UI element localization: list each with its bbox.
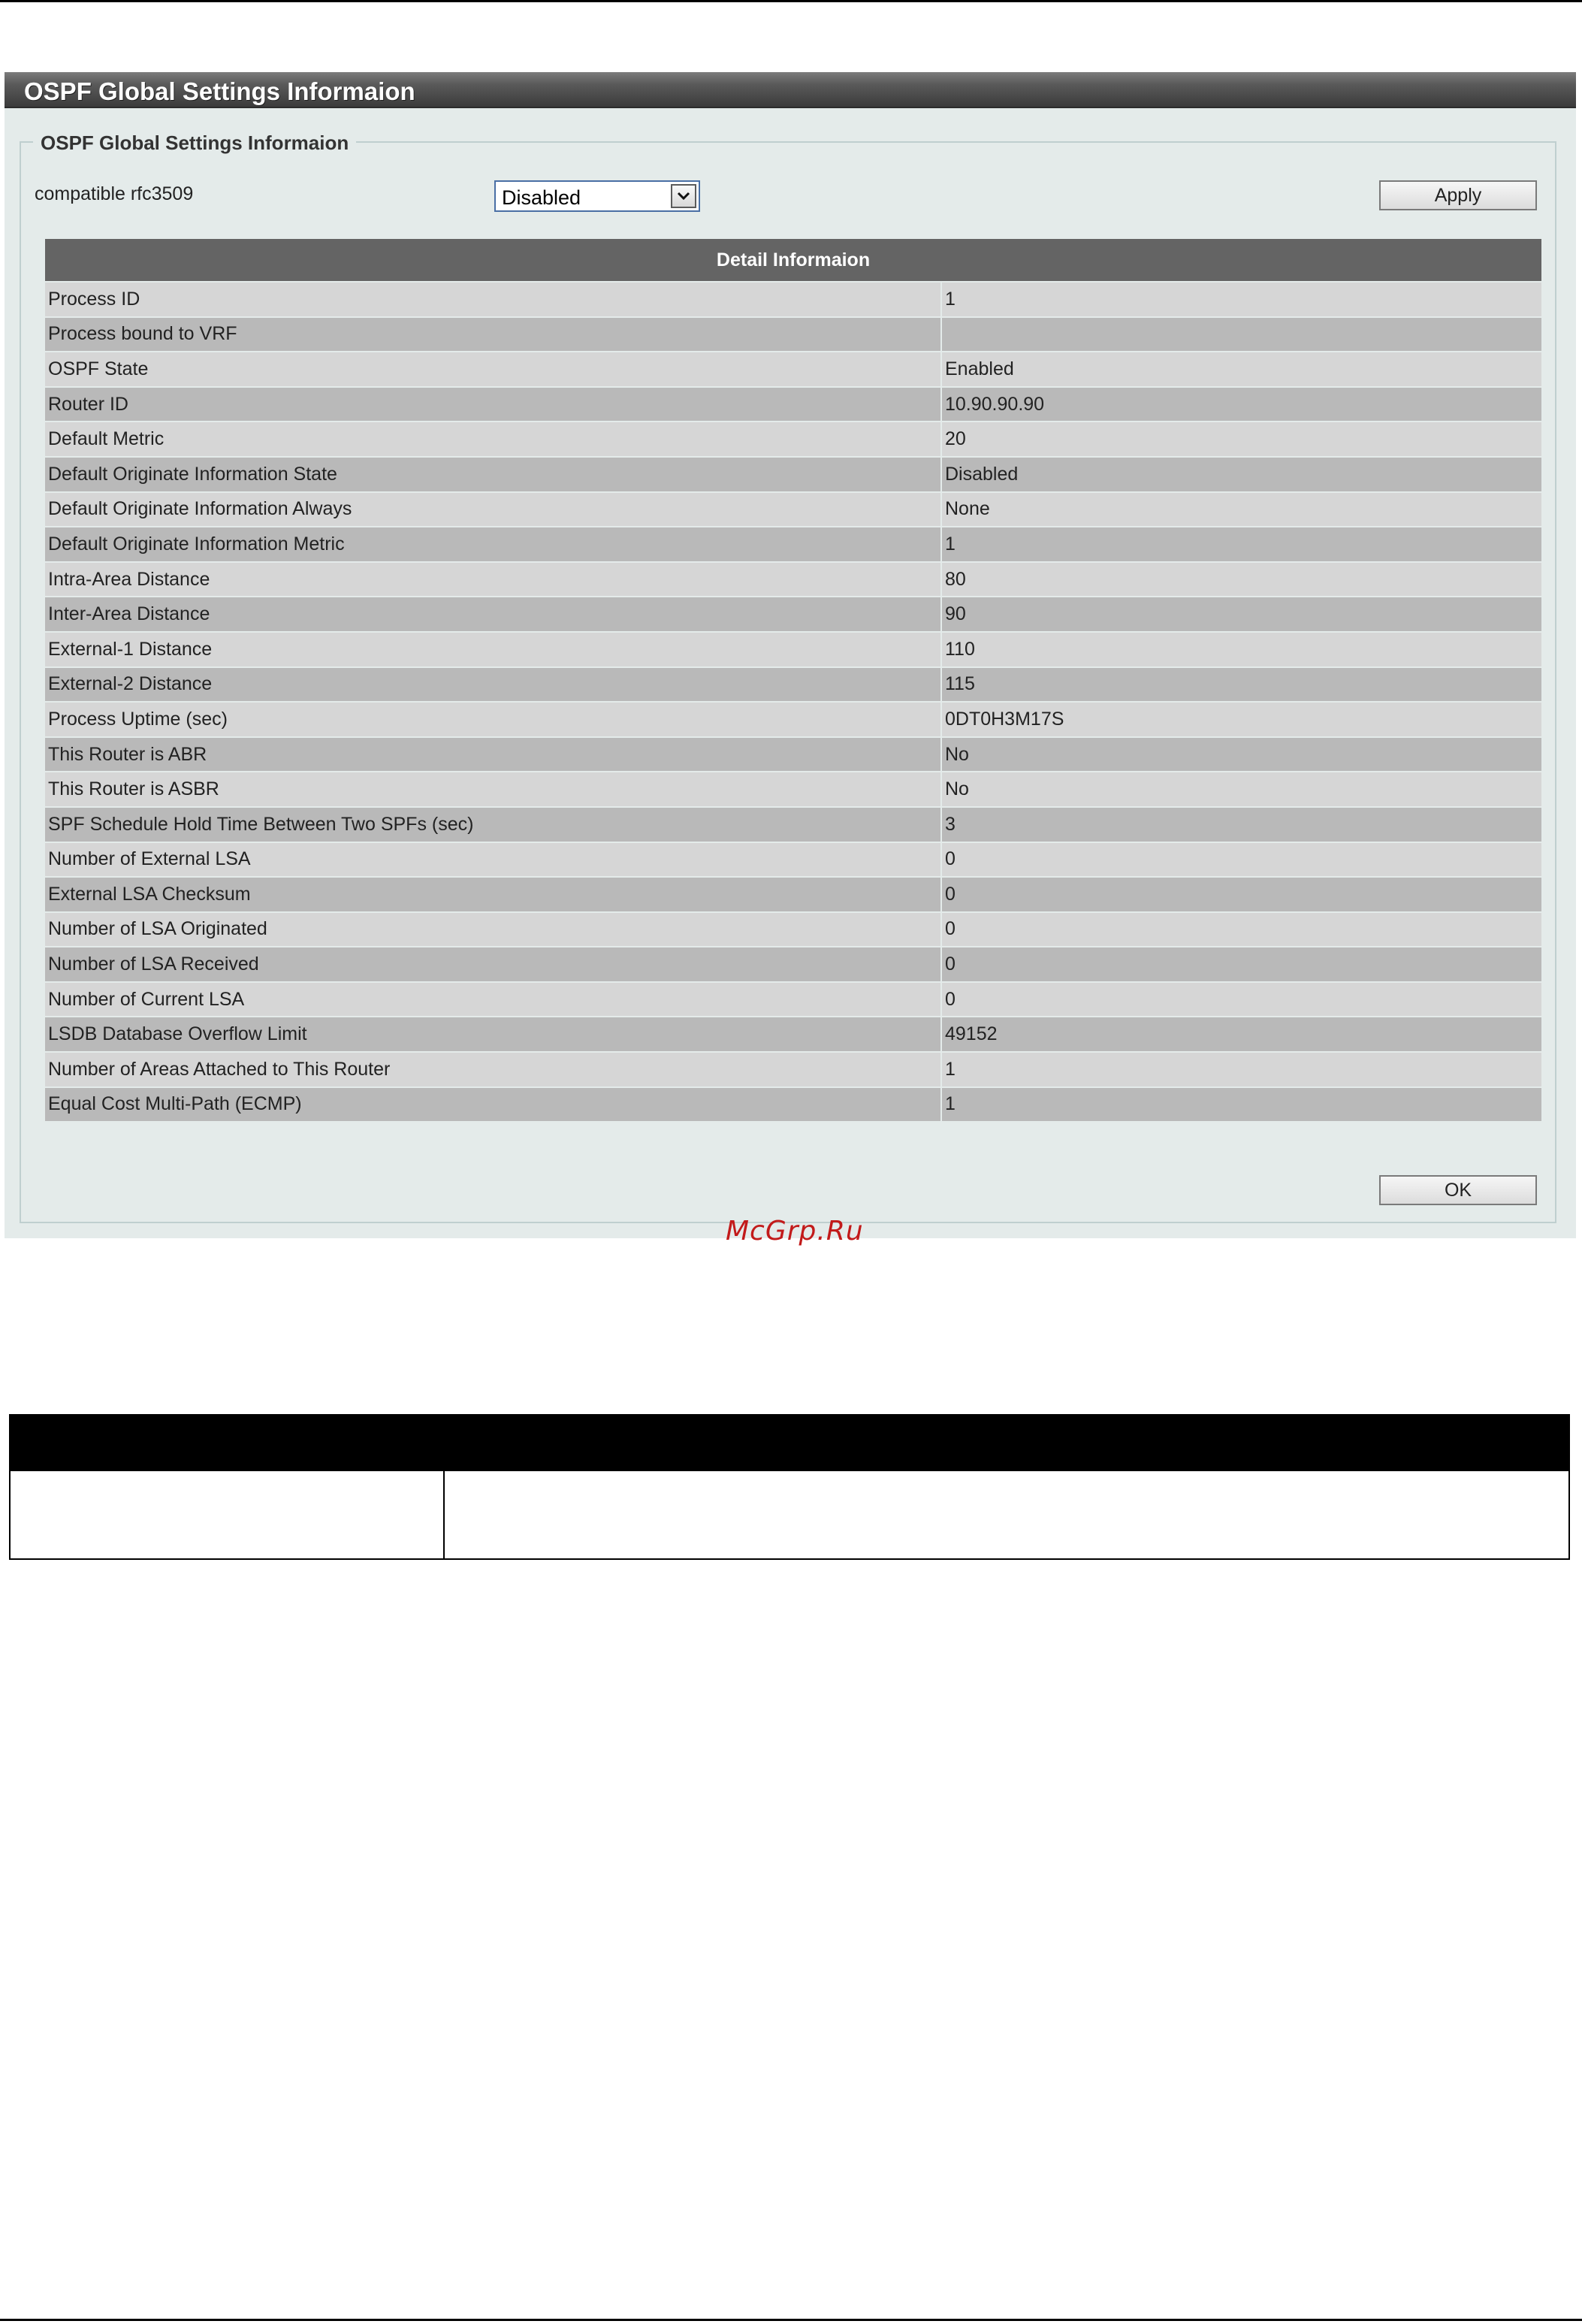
detail-rows	[44, 282, 1542, 1122]
row-label: This Router is ASBR	[44, 772, 941, 807]
row-value: 0	[941, 947, 1542, 982]
table-row	[44, 772, 1542, 807]
row-label: Equal Cost Multi-Path (ECMP)	[44, 1087, 941, 1123]
chevron-down-icon	[677, 190, 690, 202]
table-row	[44, 1087, 1542, 1123]
row-value: No	[941, 737, 1542, 772]
table-row	[44, 562, 1542, 597]
row-label: Number of LSA Originated	[44, 912, 941, 947]
row-value: 80	[941, 562, 1542, 597]
parameter-table-header	[10, 1415, 1569, 1470]
table-row	[44, 492, 1542, 527]
table-row	[44, 702, 1542, 737]
detail-header: Detail Informaion	[44, 238, 1542, 282]
row-value: 49152	[941, 1017, 1542, 1052]
row-label: OSPF State	[44, 352, 941, 387]
row-label: External-2 Distance	[44, 667, 941, 703]
row-label: Number of LSA Received	[44, 947, 941, 982]
select-dropdown-button[interactable]	[671, 184, 696, 208]
row-value: 20	[941, 422, 1542, 457]
rfc3509-selected-value: Disabled	[502, 186, 581, 209]
rfc3509-select[interactable]	[494, 180, 700, 212]
row-label: Number of Current LSA	[44, 982, 941, 1017]
row-label: Default Originate Information Always	[44, 492, 941, 527]
table-row	[44, 912, 1542, 947]
table-row	[44, 422, 1542, 457]
table-row	[44, 667, 1542, 703]
table-row	[44, 632, 1542, 667]
row-label: Process bound to VRF	[44, 317, 941, 352]
row-value: 110	[941, 632, 1542, 667]
fieldset-legend: OSPF Global Settings Informaion	[33, 132, 356, 153]
rfc3509-label: compatible rfc3509	[35, 183, 194, 204]
row-label: Process Uptime (sec)	[44, 702, 941, 737]
row-value: Enabled	[941, 352, 1542, 387]
row-label: LSDB Database Overflow Limit	[44, 1017, 941, 1052]
row-label: Router ID	[44, 387, 941, 422]
row-label: External LSA Checksum	[44, 877, 941, 912]
row-value: None	[941, 492, 1542, 527]
panel-title: OSPF Global Settings Informaion	[24, 77, 415, 105]
row-value: 10.90.90.90	[941, 387, 1542, 422]
parameter-header-cell	[10, 1415, 444, 1470]
apply-button[interactable]: Apply	[1379, 180, 1537, 210]
table-row	[44, 877, 1542, 912]
row-value: 0	[941, 982, 1542, 1017]
description-header-cell	[444, 1415, 1569, 1470]
row-value: 1	[941, 527, 1542, 562]
row-value: Disabled	[941, 457, 1542, 492]
table-row	[44, 597, 1542, 632]
table-row	[44, 947, 1542, 982]
table-row	[44, 982, 1542, 1017]
row-value: 1	[941, 282, 1542, 317]
row-value: 1	[941, 1052, 1542, 1087]
row-value: 0DT0H3M17S	[941, 702, 1542, 737]
table-row	[44, 352, 1542, 387]
table-row	[44, 737, 1542, 772]
panel-title-bar	[5, 72, 1576, 108]
ok-button[interactable]: OK	[1379, 1175, 1537, 1205]
detail-header-row	[44, 238, 1542, 282]
row-value: 3	[941, 807, 1542, 842]
row-value: 0	[941, 842, 1542, 878]
table-row	[44, 457, 1542, 492]
description-cell	[444, 1470, 1569, 1559]
bottom-rule	[0, 2319, 1582, 2321]
row-label: Intra-Area Distance	[44, 562, 941, 597]
row-label: Process ID	[44, 282, 941, 317]
row-label: SPF Schedule Hold Time Between Two SPFs (sec)	[44, 807, 941, 842]
table-row	[44, 1017, 1542, 1052]
row-value	[941, 317, 1542, 352]
row-label: Default Originate Information State	[44, 457, 941, 492]
row-label: Default Metric	[44, 422, 941, 457]
detail-table	[44, 237, 1543, 1123]
table-row	[44, 842, 1542, 878]
parameter-table	[9, 1414, 1570, 1560]
table-row	[44, 807, 1542, 842]
row-value: No	[941, 772, 1542, 807]
row-value: 0	[941, 912, 1542, 947]
table-row	[44, 1052, 1542, 1087]
top-rule	[0, 0, 1582, 2]
row-value: 115	[941, 667, 1542, 703]
row-value: 90	[941, 597, 1542, 632]
table-row	[44, 317, 1542, 352]
parameter-cell	[10, 1470, 444, 1559]
row-value: 0	[941, 877, 1542, 912]
table-row	[44, 387, 1542, 422]
table-row	[10, 1470, 1569, 1559]
row-label: Default Originate Information Metric	[44, 527, 941, 562]
row-value: 1	[941, 1087, 1542, 1123]
row-label: This Router is ABR	[44, 737, 941, 772]
row-label: Number of External LSA	[44, 842, 941, 878]
watermark-text: McGrp.Ru	[726, 1216, 864, 1247]
ospf-settings-panel	[5, 72, 1576, 1247]
table-row	[44, 527, 1542, 562]
row-label: Number of Areas Attached to This Router	[44, 1052, 941, 1087]
row-label: Inter-Area Distance	[44, 597, 941, 632]
table-row	[44, 282, 1542, 317]
row-label: External-1 Distance	[44, 632, 941, 667]
